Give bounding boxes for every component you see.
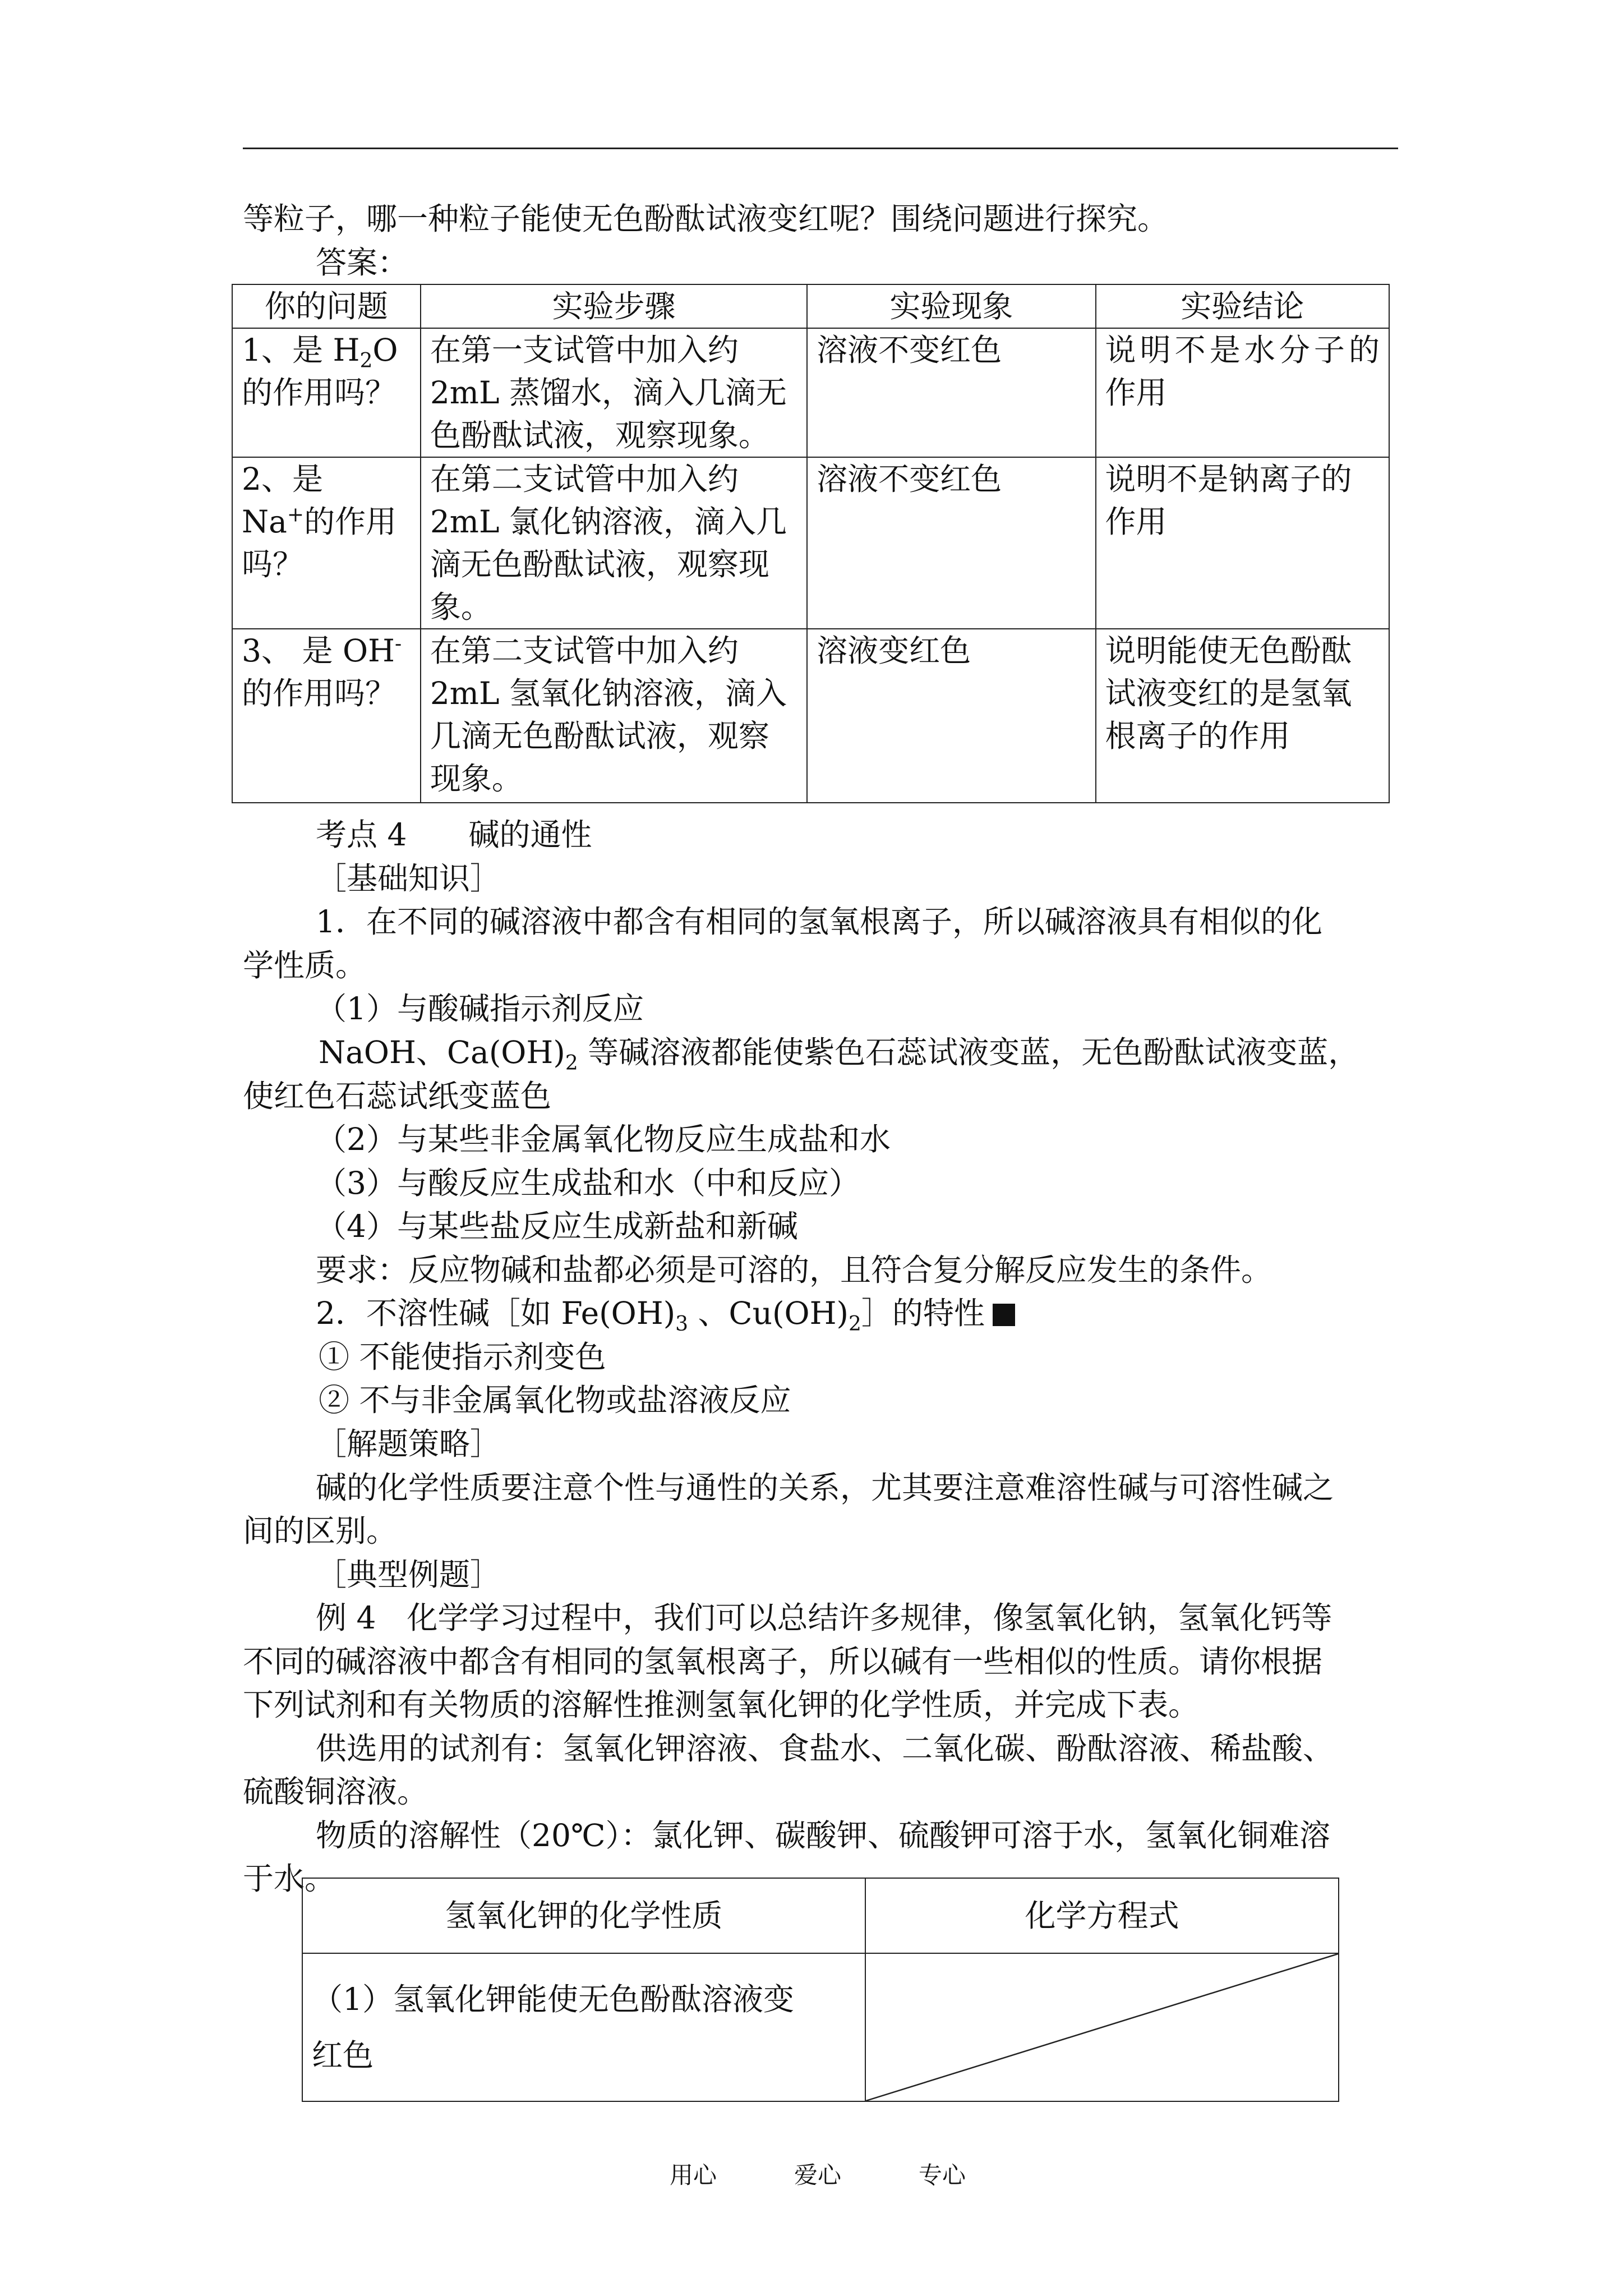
conclusion-cell: 说明能使无色酚酞试液变红的是氢氧根离子的作用: [1096, 629, 1389, 803]
question-cell: 1、是 $H_2O$的作用吗？: [232, 328, 421, 457]
inquiry-table: [232, 284, 1390, 803]
paragraph: 间的区别。: [243, 1513, 398, 1549]
paragraph: 使红色石蕊试纸变蓝色: [243, 1078, 552, 1114]
table-row: [232, 457, 1389, 629]
phenomenon-cell: 溶液不变红色: [807, 328, 1095, 457]
paragraph: 例 4 化学学习过程中，我们可以总结许多规律，像氢氧化钠，氢氧化钙等: [316, 1600, 1332, 1636]
list-item: （4）与某些盐反应生成新盐和新碱: [316, 1208, 798, 1244]
intro-line: 等粒子，哪一种粒子能使无色酚酞试液变红呢？围绕问题进行探究。: [243, 201, 1169, 237]
paragraph: 物质的溶解性（20℃）：氯化钾、碳酸钾、硫酸钾可溶于水，氢氧化铜难溶: [316, 1818, 1331, 1853]
phenomenon-cell: 溶液不变红色: [807, 457, 1095, 629]
answer-label: 答案：: [316, 245, 409, 280]
conclusion-cell: 说明不是钠离子的作用: [1096, 457, 1389, 629]
list-item: ② 不与非金属氧化物或盐溶液反应: [319, 1382, 791, 1418]
subheading-basics: ［基础知识］: [316, 861, 501, 896]
paragraph: 要求：反应物碱和盐都必须是可溶的，且符合复分解反应发生的条件。: [316, 1252, 1272, 1288]
header-question: 你的问题: [232, 284, 421, 328]
equation-cell: [865, 1953, 1339, 2101]
header-rule: [243, 148, 1398, 149]
question-cell: 2、是 Na+的作用吗？: [232, 457, 421, 629]
footer-text-2: 爱心: [794, 2161, 842, 2189]
paragraph: 于水。: [243, 1861, 336, 1897]
list-item: （3）与酸反应生成盐和水（中和反应）: [316, 1165, 860, 1201]
header-phenomenon: 实验现象: [807, 284, 1095, 328]
paragraph: 供选用的试剂有：氢氧化钾溶液、食盐水、二氧化碳、酚酞溶液、稀盐酸、: [316, 1731, 1334, 1766]
list-item: ① 不能使指示剂变色: [319, 1339, 606, 1375]
paragraph: 碱的化学性质要注意个性与通性的关系，尤其要注意难溶性碱与可溶性碱之: [316, 1470, 1334, 1506]
property-table: [302, 1878, 1339, 2102]
table-row: [302, 1953, 1339, 2101]
header-equation: 化学方程式: [865, 1878, 1339, 1953]
paragraph: NaOH、$Ca(OH)_2$ 等碱溶液都能使紫色石蕊试液变蓝，无色酚酞试液变蓝，: [319, 1034, 1359, 1075]
diagonal-line: [866, 1954, 1338, 2101]
footer-text-3: 专心: [919, 2161, 966, 2189]
inquiry-table-header: [232, 284, 1389, 328]
header-conclusion: 实验结论: [1096, 284, 1389, 328]
property-cell: （1）氢氧化钾能使无色酚酞溶液变 红色: [302, 1953, 865, 2101]
conclusion-cell: 说明不是水分子的作用: [1096, 328, 1389, 457]
paragraph: 不同的碱溶液中都含有相同的氢氧根离子，所以碱有一些相似的性质。请你根据: [243, 1644, 1323, 1680]
footer-text-1: 用心: [670, 2161, 717, 2189]
property-table-header: [302, 1878, 1339, 1953]
step-cell: 在第二支试管中加入约 2mL 氯化钠溶液，滴入几滴无色酚酞试液，观察现象。: [421, 457, 807, 629]
step-cell: 在第二支试管中加入约 2mL 氢氧化钠溶液，滴入几滴无色酚酞试液，观察现象。: [421, 629, 807, 803]
table-row: [232, 629, 1389, 803]
paragraph: 下列试剂和有关物质的溶解性推测氢氧化钾的化学性质，并完成下表。: [243, 1687, 1200, 1723]
header-steps: 实验步骤: [421, 284, 807, 328]
paragraph: 1．在不同的碱溶液中都含有相同的氢氧根离子，所以碱溶液具有相似的化: [316, 904, 1322, 940]
table-row: [232, 328, 1389, 457]
paragraph: 2．不溶性碱［如 $Fe(OH)_3$ 、$Cu(OH)_2]$的特性: [316, 1292, 1015, 1335]
paragraph: 硫酸铜溶液。: [243, 1774, 428, 1810]
question-cell: 3、 是 OH-的作用吗？: [232, 629, 421, 803]
list-item: （1）与酸碱指示剂反应: [316, 991, 644, 1027]
list-item: （2）与某些非金属氧化物反应生成盐和水: [316, 1121, 891, 1157]
phenomenon-cell: 溶液变红色: [807, 629, 1095, 803]
black-square-icon: [993, 1304, 1015, 1326]
header-property: 氢氧化钾的化学性质: [302, 1878, 865, 1953]
subheading-examples: ［典型例题］: [316, 1557, 501, 1593]
step-cell: 在第一支试管中加入约 2mL 蒸馏水，滴入几滴无色酚酞试液，观察现象。: [421, 328, 807, 457]
section-heading: 考点 4 碱的通性: [316, 817, 592, 853]
paragraph: 学性质。: [243, 947, 367, 983]
subheading-strategy: ［解题策略］: [316, 1426, 501, 1462]
